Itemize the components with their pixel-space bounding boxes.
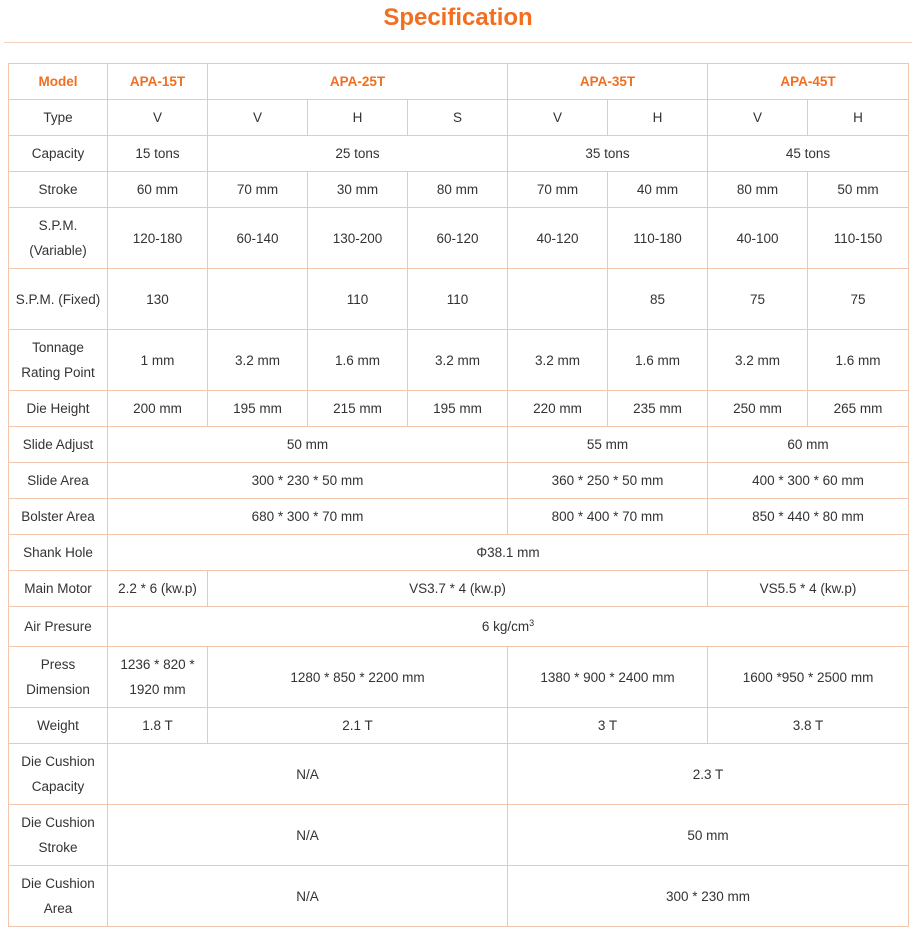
table-cell: 60-120	[408, 208, 508, 269]
label-line: Tonnage	[32, 340, 84, 355]
table-cell: 50 mm	[808, 172, 909, 208]
value-line: 1920 mm	[129, 682, 186, 697]
table-cell: 2.3 T	[508, 744, 909, 805]
table-cell: 60-140	[208, 208, 308, 269]
table-cell: N/A	[108, 805, 508, 866]
table-cell: 3.2 mm	[208, 330, 308, 391]
table-cell: VS5.5 * 4 (kw.p)	[708, 571, 909, 607]
table-cell: V	[108, 100, 208, 136]
table-cell: 265 mm	[808, 391, 909, 427]
table-cell: 3.8 T	[708, 708, 909, 744]
row-label-tonnage-rating-point	[9, 330, 108, 391]
table-row-air-pressure	[9, 607, 909, 647]
row-label-main-motor: Main Motor	[9, 571, 108, 607]
table-cell: 300 * 230 mm	[508, 866, 909, 927]
table-cell: 45 tons	[708, 136, 909, 172]
label-line: Die Cushion	[21, 754, 95, 769]
row-label-stroke: Stroke	[9, 172, 108, 208]
row-label-shank-hole: Shank Hole	[9, 535, 108, 571]
table-cell: 250 mm	[708, 391, 808, 427]
table-cell: 300 * 230 * 50 mm	[108, 463, 508, 499]
row-label-die-cushion-capacity	[9, 744, 108, 805]
title-divider	[4, 42, 912, 43]
table-cell: 360 * 250 * 50 mm	[508, 463, 708, 499]
table-cell: 220 mm	[508, 391, 608, 427]
table-cell: H	[308, 100, 408, 136]
table-cell: 1 mm	[108, 330, 208, 391]
table-row-type	[9, 100, 909, 136]
table-cell: N/A	[108, 866, 508, 927]
label-line: Press	[40, 657, 76, 672]
table-cell: 1380 * 900 * 2400 mm	[508, 647, 708, 708]
table-cell: 110-150	[808, 208, 909, 269]
model-apa-25t: APA-25T	[208, 64, 508, 100]
table-cell: 1.6 mm	[608, 330, 708, 391]
table-cell: 800 * 400 * 70 mm	[508, 499, 708, 535]
label-line: Rating Point	[21, 365, 95, 380]
air-pressure-value: 6 kg/cm	[481, 619, 530, 634]
table-cell: 25 tons	[208, 136, 508, 172]
table-row-slide-area	[9, 463, 909, 499]
table-cell: 195 mm	[408, 391, 508, 427]
row-label-spm-variable	[9, 208, 108, 269]
row-label-bolster-area: Bolster Area	[9, 499, 108, 535]
table-cell: 3.2 mm	[408, 330, 508, 391]
table-cell: 200 mm	[108, 391, 208, 427]
table-cell: Φ38.1 mm	[108, 535, 909, 571]
table-cell: 110	[308, 269, 408, 330]
table-cell: V	[508, 100, 608, 136]
table-cell: 75	[808, 269, 909, 330]
label-line: S.P.M.	[38, 218, 78, 233]
table-cell: 70 mm	[508, 172, 608, 208]
label-line: Dimension	[26, 682, 90, 697]
table-row-weight	[9, 708, 909, 744]
row-label-air-pressure: Air Presure	[9, 607, 108, 647]
table-row-slide-adjust	[9, 427, 909, 463]
row-label-slide-adjust: Slide Adjust	[9, 427, 108, 463]
table-cell: 30 mm	[308, 172, 408, 208]
table-cell: 2.2 * 6 (kw.p)	[108, 571, 208, 607]
table-cell: 80 mm	[408, 172, 508, 208]
label-line: (Variable)	[29, 243, 87, 258]
table-cell: 40 mm	[608, 172, 708, 208]
table-cell: 235 mm	[608, 391, 708, 427]
table-cell: 850 * 440 * 80 mm	[708, 499, 909, 535]
table-cell: 35 tons	[508, 136, 708, 172]
table-cell: 80 mm	[708, 172, 808, 208]
table-cell: 1.6 mm	[808, 330, 909, 391]
table-cell: 60 mm	[108, 172, 208, 208]
table-cell	[108, 647, 208, 708]
table-row-bolster-area	[9, 499, 909, 535]
row-label-die-cushion-area	[9, 866, 108, 927]
table-cell	[108, 607, 909, 647]
label-line: Die Cushion	[21, 876, 95, 891]
table-cell: 195 mm	[208, 391, 308, 427]
table-cell: N/A	[108, 744, 508, 805]
row-label-weight: Weight	[9, 708, 108, 744]
table-cell: 3.2 mm	[708, 330, 808, 391]
model-apa-35t: APA-35T	[508, 64, 708, 100]
table-cell: V	[708, 100, 808, 136]
table-cell: 120-180	[108, 208, 208, 269]
model-apa-45t: APA-45T	[708, 64, 909, 100]
table-cell: 1280 * 850 * 2200 mm	[208, 647, 508, 708]
table-cell	[508, 269, 608, 330]
row-label-press-dimension	[9, 647, 108, 708]
table-cell: 130-200	[308, 208, 408, 269]
table-row-die-cushion-capacity	[9, 744, 909, 805]
table-cell: 60 mm	[708, 427, 909, 463]
table-cell: VS3.7 * 4 (kw.p)	[208, 571, 708, 607]
table-row-main-motor	[9, 571, 909, 607]
label-line: Area	[43, 901, 73, 916]
table-cell: 40-120	[508, 208, 608, 269]
table-row-spm-fixed	[9, 269, 909, 330]
table-cell: 3 T	[508, 708, 708, 744]
table-cell: 215 mm	[308, 391, 408, 427]
table-cell: 680 * 300 * 70 mm	[108, 499, 508, 535]
table-cell	[208, 269, 308, 330]
row-label-die-height: Die Height	[9, 391, 108, 427]
table-row-capacity	[9, 136, 909, 172]
table-cell: 1.8 T	[108, 708, 208, 744]
table-cell: 55 mm	[508, 427, 708, 463]
table-row-spm-variable	[9, 208, 909, 269]
table-row-tonnage-rating-point	[9, 330, 909, 391]
row-label-die-cushion-stroke	[9, 805, 108, 866]
table-cell: 85	[608, 269, 708, 330]
table-row-die-height	[9, 391, 909, 427]
label-line: Die Cushion	[21, 815, 95, 830]
label-line: Capacity	[31, 779, 85, 794]
table-row-die-cushion-area	[9, 866, 909, 927]
row-label-capacity: Capacity	[9, 136, 108, 172]
value-line: 1236 * 820 *	[120, 657, 195, 672]
table-cell: 3.2 mm	[508, 330, 608, 391]
table-cell: 130	[108, 269, 208, 330]
table-row-shank-hole	[9, 535, 909, 571]
table-cell: V	[208, 100, 308, 136]
table-cell: 1.6 mm	[308, 330, 408, 391]
table-cell: 50 mm	[508, 805, 909, 866]
table-row-stroke	[9, 172, 909, 208]
page-title: Specification	[383, 4, 533, 31]
table-cell: H	[608, 100, 708, 136]
specification-table	[8, 63, 909, 927]
table-cell: 110-180	[608, 208, 708, 269]
table-cell: 15 tons	[108, 136, 208, 172]
model-apa-15t: APA-15T	[108, 64, 208, 100]
table-row-model	[9, 64, 909, 100]
table-cell: 75	[708, 269, 808, 330]
table-cell: 40-100	[708, 208, 808, 269]
table-row-die-cushion-stroke	[9, 805, 909, 866]
label-line: Stroke	[38, 840, 78, 855]
table-cell: S	[408, 100, 508, 136]
row-label-slide-area: Slide Area	[9, 463, 108, 499]
table-row-press-dimension	[9, 647, 909, 708]
table-cell: 70 mm	[208, 172, 308, 208]
row-label-model: Model	[9, 64, 108, 100]
row-label-spm-fixed: S.P.M. (Fixed)	[9, 269, 108, 330]
table-cell: 1600 *950 * 2500 mm	[708, 647, 909, 708]
table-cell: 2.1 T	[208, 708, 508, 744]
table-cell: H	[808, 100, 909, 136]
row-label-type: Type	[9, 100, 108, 136]
superscript: 3	[529, 618, 535, 628]
table-cell: 400 * 300 * 60 mm	[708, 463, 909, 499]
table-cell: 110	[408, 269, 508, 330]
table-cell: 50 mm	[108, 427, 508, 463]
